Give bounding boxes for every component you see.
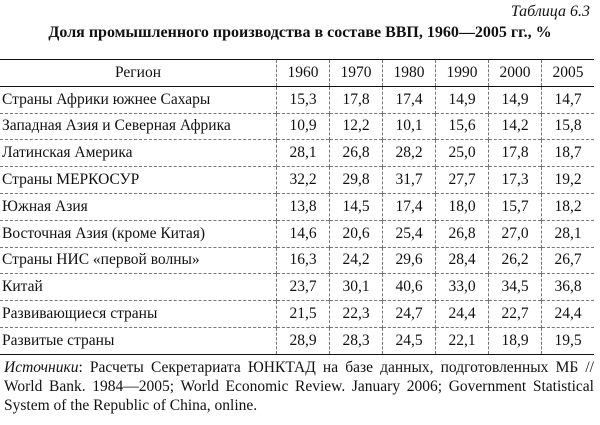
value-cell: 21,5 (277, 301, 330, 328)
header-year: 1960 (277, 60, 330, 87)
header-year: 2000 (489, 60, 542, 87)
table-row (0, 167, 594, 194)
region-cell: Страны Африки южнее Сахары (2, 90, 211, 108)
data-table (0, 59, 594, 355)
source-label: Источники (4, 359, 79, 376)
region-cell: Развивающиеся страны (2, 305, 158, 323)
table-title: Доля промышленного производства в составе ВВП, 1960—2005 гг., % (48, 24, 552, 41)
region-cell: Китай (2, 278, 43, 296)
value-cell: 15,7 (489, 193, 542, 220)
value-cell: 18,7 (542, 140, 595, 167)
value-cell: 28,9 (277, 327, 330, 354)
value-cell: 14,5 (330, 193, 383, 220)
source-text: : Расчеты Секретариата ЮНКТАД на базе данных, подготовленных МБ // World Bank. 1984—2005; World Economic Review. January 2006; Government Statistical System of the Republic of China, online. (4, 359, 594, 414)
value-cell: 10,9 (277, 113, 330, 140)
value-cell: 26,7 (542, 247, 595, 274)
value-cell: 29,6 (383, 247, 436, 274)
table-row (0, 327, 594, 354)
table-row (0, 113, 594, 140)
value-cell: 36,8 (542, 274, 595, 301)
value-cell: 15,3 (277, 86, 330, 113)
value-cell: 14,9 (489, 86, 542, 113)
value-cell: 34,5 (489, 274, 542, 301)
region-cell: Страны НИС «первой волны» (2, 251, 200, 269)
value-cell: 29,8 (330, 167, 383, 194)
value-cell: 24,4 (542, 301, 595, 328)
header-year: 1970 (330, 60, 383, 87)
value-cell: 14,6 (277, 220, 330, 247)
value-cell: 19,5 (542, 327, 595, 354)
value-cell: 25,0 (436, 140, 489, 167)
value-cell: 28,1 (542, 220, 595, 247)
table-row (0, 274, 594, 301)
value-cell: 28,2 (383, 140, 436, 167)
value-cell: 20,6 (330, 220, 383, 247)
region-cell: Страны МЕРКОСУР (2, 171, 140, 189)
value-cell: 15,8 (542, 113, 595, 140)
value-cell: 18,0 (436, 193, 489, 220)
value-cell: 10,1 (383, 113, 436, 140)
value-cell: 14,9 (436, 86, 489, 113)
value-cell: 17,3 (489, 167, 542, 194)
value-cell: 16,3 (277, 247, 330, 274)
value-cell: 31,7 (383, 167, 436, 194)
value-cell: 26,2 (489, 247, 542, 274)
value-cell: 23,7 (277, 274, 330, 301)
table-row (0, 301, 594, 328)
header-year: 2005 (542, 60, 595, 87)
value-cell: 15,6 (436, 113, 489, 140)
value-cell: 12,2 (330, 113, 383, 140)
table-number-label: Таблица 6.3 (510, 3, 590, 20)
region-cell: Восточная Азия (кроме Китая) (2, 224, 206, 242)
value-cell: 28,4 (436, 247, 489, 274)
value-cell: 17,4 (383, 86, 436, 113)
source-note (4, 358, 594, 415)
value-cell: 24,5 (383, 327, 436, 354)
value-cell: 27,0 (489, 220, 542, 247)
value-cell: 13,8 (277, 193, 330, 220)
value-cell: 33,0 (436, 274, 489, 301)
header-year: 1990 (436, 60, 489, 87)
value-cell: 17,8 (489, 140, 542, 167)
region-cell: Южная Азия (2, 197, 88, 215)
table-row (0, 247, 594, 274)
table-row (0, 193, 594, 220)
value-cell: 14,7 (542, 86, 595, 113)
value-cell: 18,2 (542, 193, 595, 220)
header-region: Регион (115, 63, 161, 81)
value-cell: 28,1 (277, 140, 330, 167)
value-cell: 17,8 (330, 86, 383, 113)
value-cell: 19,2 (542, 167, 595, 194)
value-cell: 24,7 (383, 301, 436, 328)
value-cell: 26,8 (436, 220, 489, 247)
value-cell: 22,1 (436, 327, 489, 354)
region-cell: Западная Азия и Северная Африка (2, 117, 231, 135)
table-row (0, 86, 594, 113)
value-cell: 24,4 (436, 301, 489, 328)
value-cell: 22,3 (330, 301, 383, 328)
value-cell: 24,2 (330, 247, 383, 274)
value-cell: 30,1 (330, 274, 383, 301)
value-cell: 14,2 (489, 113, 542, 140)
table-row (0, 140, 594, 167)
value-cell: 27,7 (436, 167, 489, 194)
value-cell: 25,4 (383, 220, 436, 247)
value-cell: 32,2 (277, 167, 330, 194)
region-cell: Развитые страны (2, 331, 115, 349)
value-cell: 22,7 (489, 301, 542, 328)
value-cell: 18,9 (489, 327, 542, 354)
value-cell: 28,3 (330, 327, 383, 354)
region-cell: Латинская Америка (2, 144, 133, 162)
value-cell: 17,4 (383, 193, 436, 220)
header-year: 1980 (383, 60, 436, 87)
table-row (0, 220, 594, 247)
value-cell: 40,6 (383, 274, 436, 301)
table-header-row (0, 60, 594, 87)
value-cell: 26,8 (330, 140, 383, 167)
